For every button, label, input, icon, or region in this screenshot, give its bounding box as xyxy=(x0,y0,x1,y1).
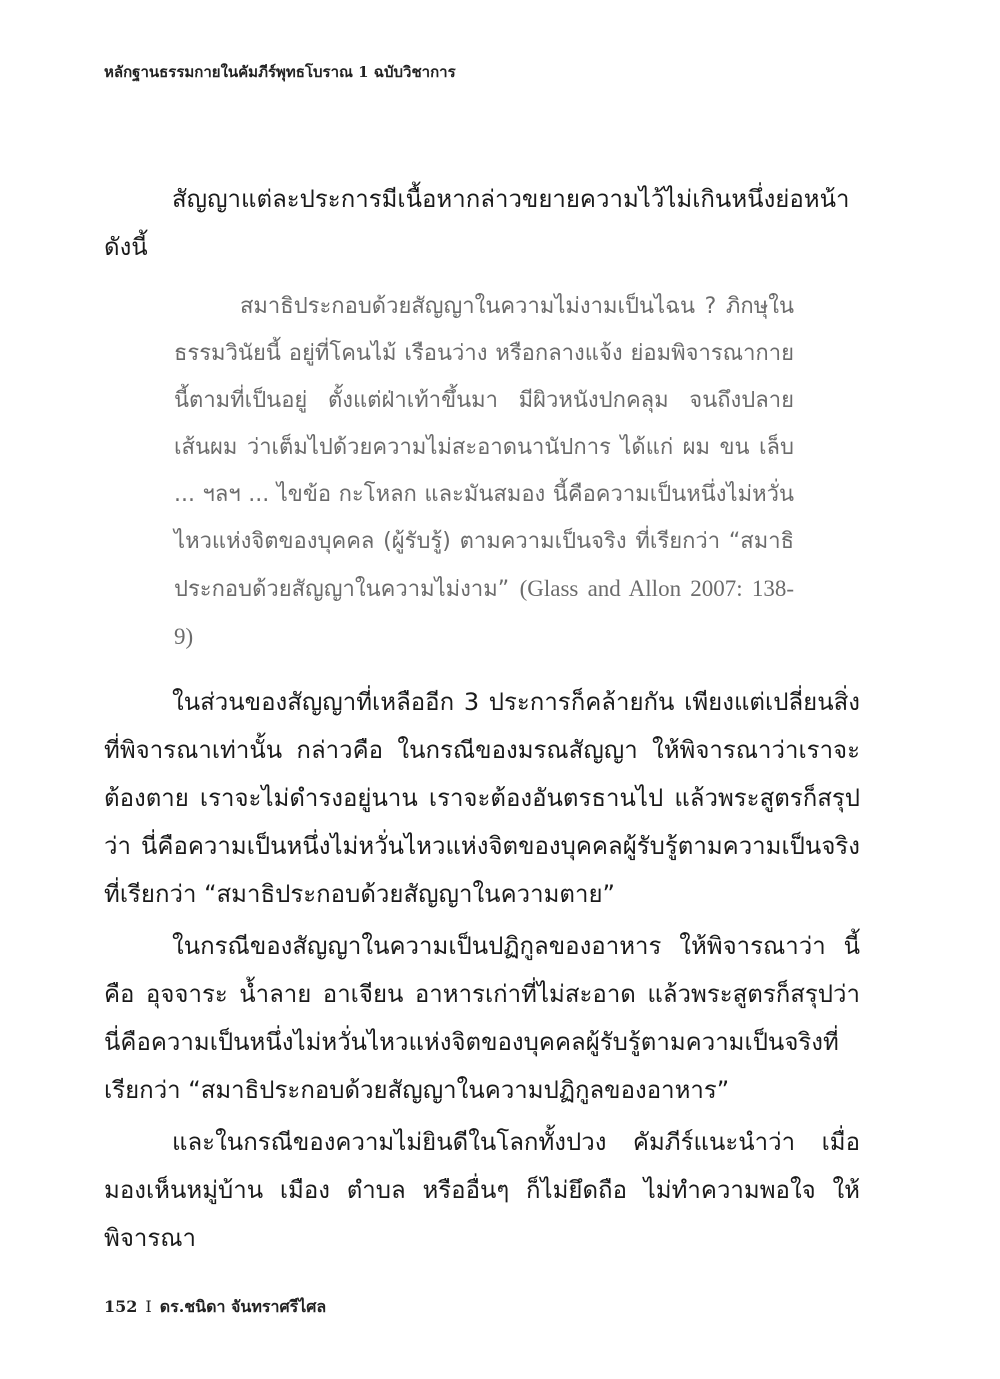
body-paragraph-1 xyxy=(104,678,860,918)
body-paragraph-3 xyxy=(104,1118,860,1262)
quote-citation: (Glass and Allon 2007: 138-9) xyxy=(174,576,794,649)
paragraph-3-text: และในกรณีของความไม่ยินดีในโลกทั้งปวง คัมภีร์แนะนำว่า เมื่อมองเห็นหมู่บ้าน เมือง ตำบล หรืออื่นๆ ก็ไม่ยึดถือ ไม่ทำความพอใจ ให้พิจารณา xyxy=(104,1128,860,1252)
running-header: หลักฐานธรรมกายในคัมภีร์พุทธโบราณ 1 ฉบับวิชาการ xyxy=(104,63,456,81)
intro-text: สัญญาแต่ละประการมีเนื้อหากล่าวขยายความไว้ไม่เกินหนึ่งย่อหน้า ดังนี้ xyxy=(104,185,850,261)
intro-paragraph xyxy=(104,175,860,271)
paragraph-1-text: ในส่วนของสัญญาที่เหลืออีก 3 ประการก็คล้ายกัน เพียงแต่เปลี่ยนสิ่งที่พิจารณาเท่านั้น กล่าวคือ ในกรณีของมรณสัญญา ให้พิจารณาว่าเราจะต้องตาย เราจะไม่ดำรงอยู่นาน เราจะต้องอันตรธานไป แล้วพระสูตรก็สรุปว่า นี่คือความเป็นหนึ่งไม่หวั่นไหวแห่งจิตของบุคคลผู้รับรู้ตามความเป็นจริงที่เรียกว่า “สมาธิประกอบด้วยสัญญาในความตาย” xyxy=(104,688,860,908)
body-paragraph-2 xyxy=(104,922,860,1114)
block-quote xyxy=(174,283,794,661)
page-number: 152 xyxy=(104,1297,138,1316)
footer-author: ดร.ชนิดา จันทราศรีไศล xyxy=(159,1297,327,1316)
page-footer xyxy=(104,1295,326,1320)
paragraph-2-text: ในกรณีของสัญญาในความเป็นปฏิกูลของอาหาร ให้พิจารณาว่า นี้คือ อุจจาระ น้ำลาย อาเจียน อาหารเก่าที่ไม่สะอาด แล้วพระสูตรก็สรุปว่า นี่คือความเป็นหนึ่งไม่หวั่นไหวแห่งจิตของบุคคลผู้รับรู้ตามความเป็นจริงที่เรียกว่า “สมาธิประกอบด้วยสัญญาในความปฏิกูลของอาหาร” xyxy=(104,932,860,1104)
quote-text: สมาธิประกอบด้วยสัญญาในความไม่งามเป็นไฉน ? ภิกษุในธรรมวินัยนี้ อยู่ที่โคนไม้ เรือนว่าง หรือกลางแจ้ง ย่อมพิจารณากายนี้ตามที่เป็นอยู่ ตั้งแต่ฝ่าเท้าขึ้นมา มีผิวหนังปกคลุม จนถึงปลายเส้นผม ว่าเต็มไปด้วยความไม่สะอาดนานัปการ ได้แก่ ผม ขน เล็บ ... ฯลฯ ... ไขข้อ กะโหลก และมันสมอง นี้คือความเป็นหนึ่งไม่หวั่นไหวแห่งจิตของบุคคล (ผู้รับรู้) ตามความเป็นจริง ที่เรียกว่า “สมาธิประกอบด้วยสัญญาในความไม่งาม” xyxy=(174,294,794,602)
footer-separator: I xyxy=(145,1297,152,1316)
